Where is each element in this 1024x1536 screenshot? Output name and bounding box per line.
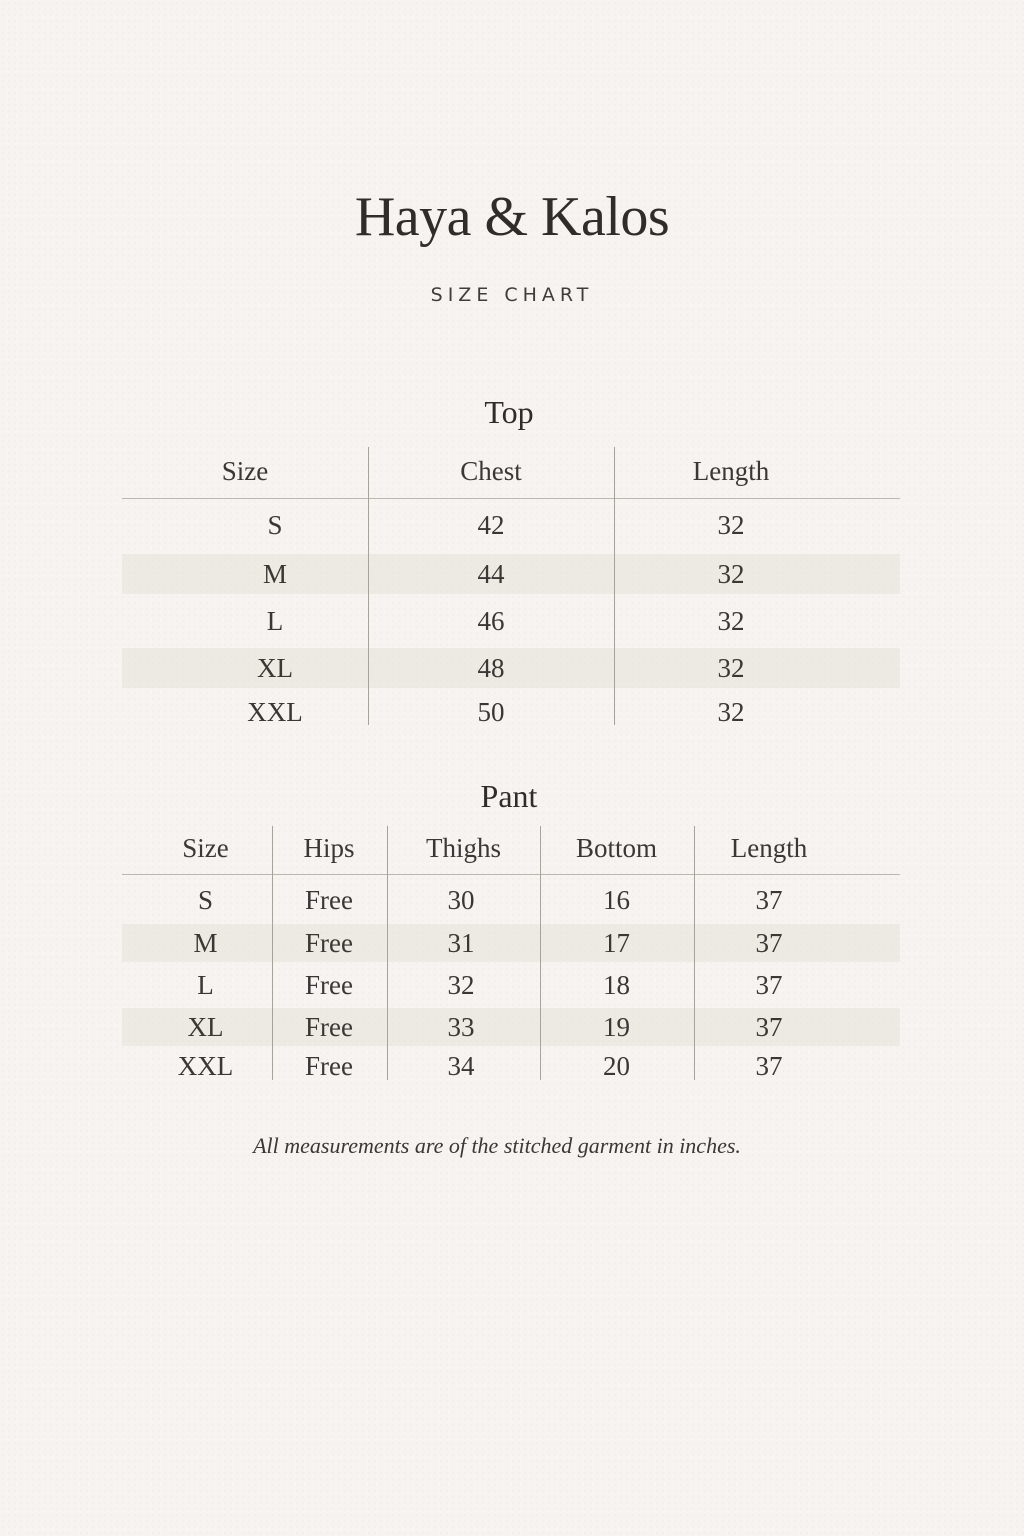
table-header-row [122,447,900,497]
cell-chest: 42 [477,510,505,540]
column-divider [272,826,273,1080]
cell-size: S [267,510,283,540]
column-header-chest: Chest [460,456,522,486]
cell-size: S [197,885,214,915]
cell-chest: 50 [477,697,505,727]
cell-length: 32 [717,510,745,540]
cell-chest: 48 [477,653,505,683]
cell-bottom: 17 [603,928,630,958]
measurement-note: All measurements are of the stitched garment in inches. [253,1133,741,1158]
cell-hips: Free [305,1051,353,1081]
column-header-thighs: Thighs [425,833,501,863]
cell-size: XXL [177,1051,234,1081]
cell-length: 37 [755,1051,783,1081]
table-row [122,1008,900,1046]
column-header-size: Size [182,833,229,863]
cell-size: M [262,559,287,589]
size-chart-subtitle: SIZE CHART [430,284,594,306]
pant-size-table [122,826,900,1080]
column-divider [540,826,541,1080]
cell-chest: 46 [477,606,505,636]
cell-size: XXL [247,697,303,727]
cell-length: 32 [717,559,745,589]
cell-hips: Free [305,885,353,915]
cell-size: XL [257,653,293,683]
column-header-bottom: Bottom [575,833,657,863]
cell-length: 32 [717,653,745,683]
cell-bottom: 16 [603,885,630,915]
cell-length: 37 [755,970,783,1000]
pant-section-title: Pant [480,778,538,814]
top-section-title: Top [484,394,534,430]
cell-length: 37 [755,1012,783,1042]
column-divider [368,447,369,725]
column-divider [614,447,615,725]
column-header-hips: Hips [303,833,355,863]
cell-length: 32 [717,606,745,636]
table-row [122,881,900,919]
column-header-length: Length [730,833,808,863]
cell-thighs: 30 [447,885,475,915]
column-header-length: Length [692,456,770,486]
cell-hips: Free [305,928,353,958]
table-row [122,505,900,545]
cell-thighs: 33 [447,1012,475,1042]
table-row [122,554,900,594]
cell-thighs: 34 [447,1051,475,1081]
cell-thighs: 31 [447,928,475,958]
cell-bottom: 18 [603,970,630,1000]
table-row [122,924,900,962]
cell-size: L [266,606,284,636]
table-row [122,692,900,732]
table-row [122,648,900,688]
table-row [122,966,900,1004]
cell-length: 37 [755,928,783,958]
cell-bottom: 19 [603,1012,630,1042]
cell-size: L [197,970,214,1000]
table-header-row [122,826,900,872]
header-divider [122,498,900,499]
cell-length: 37 [755,885,783,915]
top-size-table [122,447,900,727]
column-header-size: Size [221,456,269,486]
header-divider [122,874,900,875]
table-row [122,1047,900,1085]
cell-size: XL [187,1012,224,1042]
cell-size: M [193,928,218,958]
column-divider [387,826,388,1080]
cell-length: 32 [717,697,745,727]
cell-hips: Free [305,1012,353,1042]
cell-thighs: 32 [447,970,475,1000]
table-row [122,601,900,641]
cell-chest: 44 [477,559,505,589]
brand-title: Haya & Kalos [354,186,670,248]
cell-hips: Free [305,970,353,1000]
column-divider [694,826,695,1080]
cell-bottom: 20 [603,1051,630,1081]
